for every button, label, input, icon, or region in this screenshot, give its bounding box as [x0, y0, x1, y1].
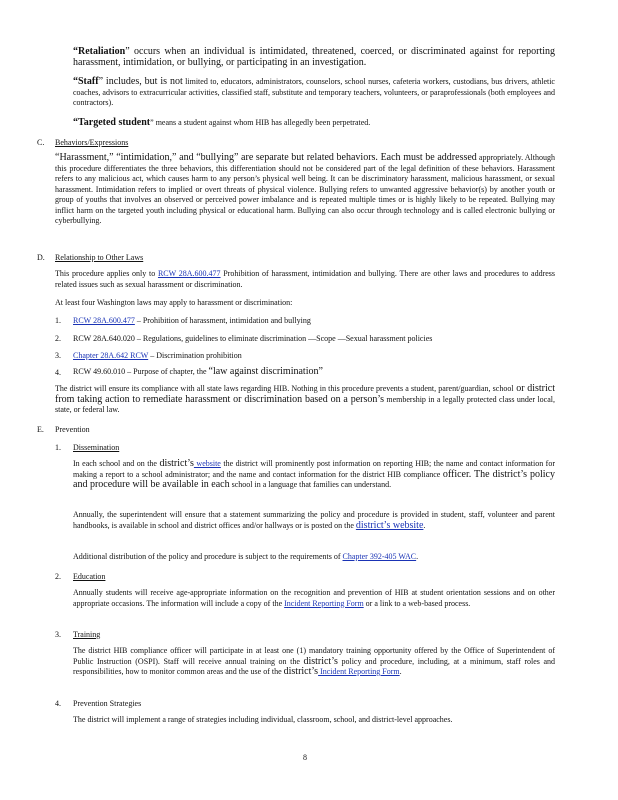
prevention-item-3-number: 3.	[55, 630, 61, 639]
text-run: Annually, the superintendent will ensure that a statement summarizing the policy and procedure is provided in student, staff, volunteer and parent handbooks, is available in school and district offices and/or hallways or is posted on the	[73, 510, 555, 530]
section-c-marker: C.	[37, 138, 45, 147]
prevention-item-1-heading: Dissemination	[73, 443, 120, 452]
text-run: or district from taking action to remediate harassment or discrimination based on a person’s	[55, 383, 555, 405]
law-link[interactable]: RCW 28A.600.477	[73, 316, 135, 325]
prevention-item-1-number: 1.	[55, 443, 61, 452]
law-reference: RCW 49.60.010	[73, 367, 126, 376]
section-d-heading: Relationship to Other Laws	[55, 253, 144, 262]
section-e-heading: Prevention	[55, 425, 90, 434]
text-run: The district will ensure its compliance with all state laws regarding HIB. Nothing in this procedure prevents a student, parent/guardian, school	[55, 384, 514, 393]
training-paragraph	[73, 646, 555, 678]
law-item-3-number: 3.	[55, 351, 61, 360]
definition-term: “Staff	[73, 76, 99, 87]
incident-reporting-form-link[interactable]: Incident Reporting Form	[318, 667, 400, 676]
section-c-paragraph	[55, 153, 555, 227]
district-website-link[interactable]: website	[193, 459, 221, 468]
rcw-link[interactable]: RCW 28A.600.477	[157, 269, 221, 278]
law-item-1	[73, 316, 555, 327]
text-run: membership in a legally protected class under local, state, or federal law.	[55, 394, 555, 414]
text-run: Annually students will receive age-appropriate information on the recognition and prevention of HIB at student orientation sessions and on other appropriate occasions. The information will include a copy of the	[73, 588, 555, 608]
definition-text: limited to, educators, administrators, counselors, school nurses, cafeteria workers, custodians, bus drivers, athletic coaches, advisors to extracurricular activities, classified staff, substitute and temporary teachers, volunteers, or paraprofessionals (both employees and contractors).	[73, 77, 555, 107]
text-run: In each school and on the	[73, 459, 160, 468]
text-run: district’s	[159, 458, 194, 469]
definition-text: ” occurs when an individual is intimidated, threatened, coerced, or discriminated against for reporting harassment, intimidation, or bullying, or participating in an investigation.	[73, 46, 555, 68]
definition-staff	[73, 77, 555, 109]
text-run: The district HIB compliance officer will participate in at least one (1) mandatory training opportunity offered by the Office of Superintendent of Public Instruction (OSPI). Staff will receive annual training on the	[73, 646, 555, 666]
incident-reporting-form-link[interactable]: Incident Reporting Form	[284, 598, 364, 608]
definition-term: “Targeted student	[73, 117, 151, 128]
text-run: district’s	[303, 655, 338, 667]
section-d-paragraph-3	[55, 384, 555, 416]
district-website-link[interactable]: district’s website	[355, 519, 424, 531]
text-run: .	[416, 552, 419, 561]
text-run: The district will implement a range of strategies including individual, classroom, school, and district-level approaches.	[73, 715, 453, 724]
definition-lead: ” includes, but is not	[98, 76, 183, 87]
text-run: .	[423, 520, 426, 530]
wac-chapter-link[interactable]: Chapter 392-405 WAC	[342, 552, 417, 561]
section-e-marker: E.	[37, 425, 44, 434]
text-run: the district will prominently post information on reporting HIB; the name and contact information for making a report to a school administrator; and the name and contact information for the district HIB compliance	[73, 459, 556, 479]
text-run: officer. The district’s policy and procedure will be available in each	[73, 468, 555, 490]
prevention-item-2-heading: Education	[73, 572, 106, 581]
text-run: – Regulations, guidelines to eliminate discrimination —Scope —Sexual harassment policies	[134, 334, 433, 343]
text-run: school in a language that families can understand.	[229, 480, 392, 489]
prevention-strategies-paragraph	[73, 715, 555, 726]
text-run: This procedure applies only to	[55, 269, 158, 278]
law-item-2	[73, 334, 555, 345]
text-run: – Prohibition of harassment, intimidation and bullying	[134, 316, 311, 325]
text-run: or a link to a web-based process.	[363, 598, 471, 608]
definition-retaliation	[73, 47, 555, 68]
law-item-4-number: 4.	[55, 368, 61, 377]
law-title: “law against discrimination”	[208, 366, 323, 377]
page-number: 8	[303, 753, 307, 762]
dissemination-paragraph-2	[73, 510, 555, 531]
section-c-text: appropriately. Although this procedure differentiates the three behaviors, this differentiation should not be considered part of the legal definition of these behaviors. Harassment refers to any malicious act, which causes harm to any person’s physical well being. It can be discriminatory harassment, malicious harassment, or sexual harassment. Intimidation refers to implied or overt threats of physical violence. Bullying refers to unwanted aggressive behavior(s) by another youth or group of youths that involves an observed or perceived power imbalance and is repeated multiple times or is highly likely to be repeated. Bullying may inflict harm on the targeted youth including physical or educational harm. Bullying can also occur through technology and is called electronic bullying or cyberbullying.	[55, 153, 555, 225]
section-d-paragraph-2	[55, 298, 555, 309]
text-run: At least four Washington laws may apply to harassment or discrimination:	[55, 298, 293, 307]
law-reference: RCW 28A.640.020	[73, 334, 135, 343]
prevention-item-2-number: 2.	[55, 572, 61, 581]
definition-text: ” means a student against whom HIB has allegedly been perpetrated.	[150, 118, 371, 127]
section-c-lead: “Harassment,” “intimidation,” and “bullying” are separate but related behaviors. Each must be addressed	[55, 152, 477, 163]
dissemination-paragraph-3	[73, 552, 555, 563]
text-run: policy and procedure, including, at a minimum, staff roles and responsibilities, how to monitor common areas and the use of the	[73, 656, 555, 676]
dissemination-paragraph-1	[73, 459, 555, 491]
law-item-2-number: 2.	[55, 334, 61, 343]
definition-term: “Retaliation	[73, 46, 126, 57]
prevention-item-4-number: 4.	[55, 699, 61, 708]
education-paragraph	[73, 588, 555, 609]
law-item-3	[73, 351, 555, 362]
text-run: – Purpose of chapter, the	[125, 367, 209, 376]
law-link[interactable]: Chapter 28A.642 RCW	[73, 351, 149, 360]
section-c-heading: Behaviors/Expressions	[55, 138, 129, 147]
definition-targeted-student	[73, 118, 555, 129]
section-d-paragraph-1	[55, 269, 555, 290]
text-run: Prohibition of harassment, intimidation and bullying. There are other laws and procedures to address related issues such as sexual harassment or discrimination.	[55, 269, 556, 289]
prevention-item-3-heading: Training	[73, 630, 101, 639]
text-run: Additional distribution of the policy and procedure is subject to the requirements of	[73, 552, 343, 561]
law-item-1-number: 1.	[55, 316, 61, 325]
law-item-4	[73, 367, 555, 378]
text-run: district’s	[283, 666, 319, 677]
text-run: .	[399, 667, 402, 676]
text-run: – Discrimination prohibition	[148, 351, 242, 360]
section-d-marker: D.	[37, 253, 45, 262]
prevention-item-4-heading: Prevention Strategies	[73, 699, 142, 708]
